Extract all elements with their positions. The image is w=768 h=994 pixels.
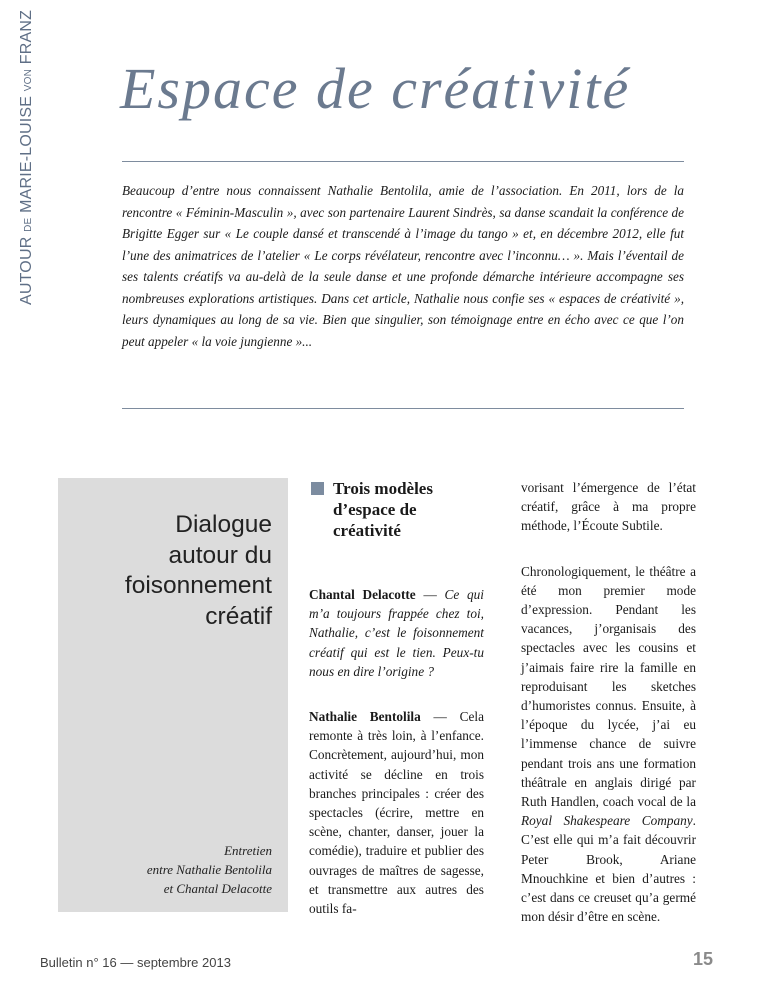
intro-paragraph: Beaucoup d’entre nous connaissent Nathalie Bentolila, amie de l’association. En 2011, lors de la rencontre « Féminin-Masculin », avec son partenaire Laurent Sindrès, sa danse scandait la conférence de Brigitte Egger sur « Le couple dansé et transcendé à l’image du tango » et, en décembre 2012, elle fut l’une des animatrices de l’atelier « Le corps révélateur, rencontre avec l’inconnu… ». Mais l’éventail de ses talents créatifs va au-delà de la seule danse et une profonde démarche intérieure accompagne ses nombreuses explorations artistiques. Dans cet article, Nathalie nous confie ses « espaces de créativité », leurs dynamiques au long de sa vie. Bien que singulier, son témoignage entre en écho avec ce que l’on peut appeler « la voie jungienne »...: [122, 183, 684, 349]
answer-paragraph: Nathalie Bentolila — Cela remonte à très loin, à l’enfance. Concrètement, aujourd’hui, mon activité se décline en trois branches principales : créer des spectacles (écrire, mettre en scène, chanter, danser, jouer la comédie), traduire et publier des ouvrages de maîtres de sagesse, et transmettre aux autres des outils fa-: [309, 709, 484, 917]
intro-divider: [122, 408, 684, 409]
body-paragraph: vorisant l’émergence de l’état créatif, grâce à ma propre méthode, l’Écoute Subtile.: [521, 480, 696, 534]
speaker-name: Nathalie Bentolila: [309, 709, 421, 725]
page-number: 15: [692, 949, 713, 969]
section-heading: Trois modèles d’espace de créativité: [309, 478, 484, 541]
speaker-name: Chantal Delacotte: [309, 587, 416, 602]
text-column-1: [309, 478, 484, 918]
question-paragraph: Chantal Delacotte — Ce qui m’a toujours frappée chez toi, Nathalie, c’est le foisonnement créatif qui est le tien. Peux-tu nous en dire l’origine ?: [309, 587, 485, 679]
text-column-2: [521, 478, 696, 926]
interview-byline: Entretien entre Nathalie Bentolila et Chantal Delacotte: [146, 843, 272, 896]
top-divider: [122, 161, 684, 162]
article-title: Espace de créativité: [120, 56, 631, 121]
sidebar-panel: [58, 478, 288, 912]
sidebar-title: Dialogue autour du foisonnement créatif: [124, 511, 272, 630]
body-paragraph: Chronologiquement, le théâtre a été mon premier mode d’expression. Pendant les vacances, j’organisais des spectacles avec les cousins et j’aimais faire rire la famille en reproduisant les sketches d’humoristes connus. Ensuite, à l’époque du lycée, j’ai eu l’immense chance de suivre pendant trois ans une formation théâtrale en anglais dirigé par Ruth Handlen, coach vocal de la Royal Shakespeare Company. C’est elle qui m’a fait découvrir Peter Brook, Ariane Mnouchkine et bien d’autres : c’est dans ce creuset qu’a germé mon désir d’être en scène.: [521, 563, 696, 925]
running-header: AUTOUR DE MARIE-LOUISE VON FRANZ: [18, 9, 35, 305]
bulletin-footer: Bulletin n° 16 — septembre 2013: [40, 955, 231, 970]
square-bullet-icon: [311, 482, 324, 495]
